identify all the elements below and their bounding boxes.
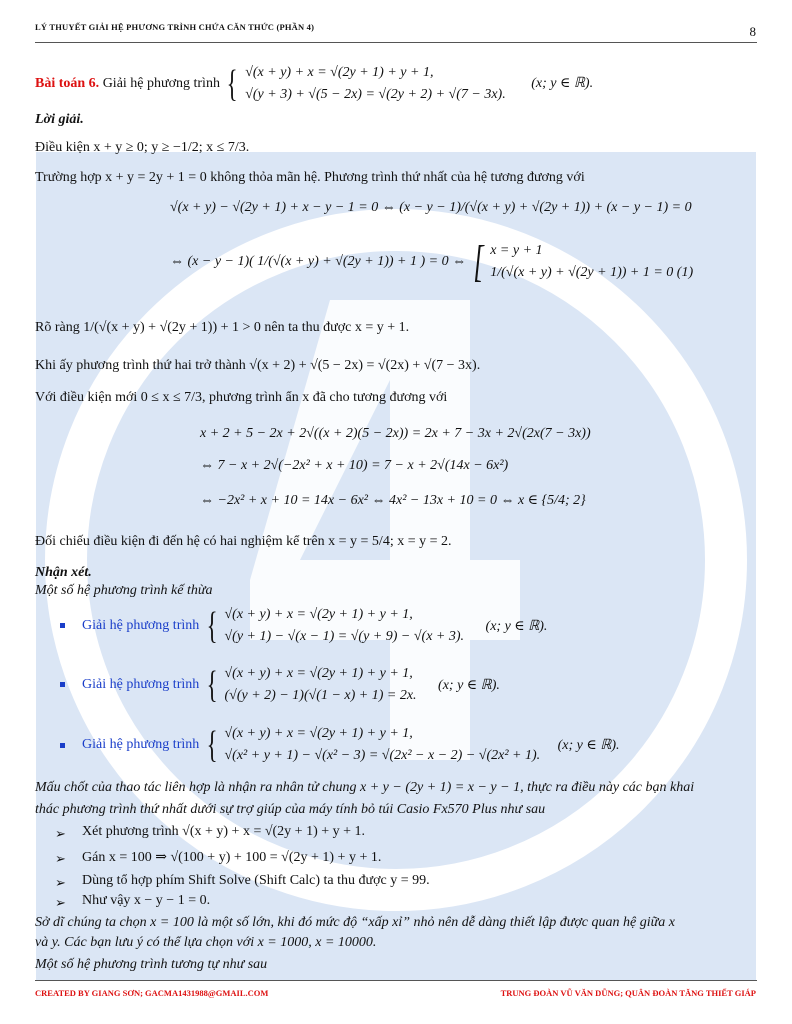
footer-right: TRUNG ĐOÀN VŨ VĂN DŨNG; QUÂN ĐOÀN TĂNG THIẾT GIÁP: [500, 988, 756, 998]
remark-item-label: Giải hệ phương trình: [82, 737, 200, 752]
header-rule: [35, 42, 757, 43]
remark-item-label: Giải hệ phương trình: [82, 618, 200, 633]
remark-item-eq2: √(x² + y + 1) − √(x² − 3) = √(2x² − x − 2) − √(2x² + 1).: [224, 748, 541, 763]
clear-line: Rõ ràng 1/(√(x + y) + √(2y + 1)) + 1 > 0 nên ta thu được x = y + 1.: [35, 320, 410, 335]
equation-b: [170, 237, 694, 286]
equation-b1: ⇔ (x − y − 1)( 1/(√(x + y) + √(2y + 1)) + 1 ) = 0 ⇔: [170, 254, 467, 269]
equation-c1: x + 2 + 5 − 2x + 2√((x + 2)(5 − 2x)) = 2x + 7 − 3x + 2√(2x(7 − 3x)): [200, 426, 591, 441]
more-line: Một số hệ phương trình tương tự như sau: [35, 957, 268, 972]
remark-heading: Nhận xét.: [35, 565, 92, 580]
step-1: Xét phương trình √(x + y) + x = √(2y + 1) + y + 1.: [82, 824, 366, 839]
remark-item-1: [82, 604, 547, 648]
second-eq-line: Khi ấy phương trình thứ hai trở thành √(x + 2) + √(5 − 2x) = √(2x) + √(7 − 3x).: [35, 358, 481, 373]
reason-line-1: Sở dĩ chúng ta chọn x = 100 là một số lớn, khi đó mức độ “xấp xỉ” nhỏ nên dễ dàng thiết lập được quan hệ giữa x: [35, 915, 675, 930]
step-2: Gán x = 100 ⇒ √(100 + y) + 100 = √(2y + 1) + y + 1.: [82, 850, 382, 865]
remark-item-domain: (x; y ∈ ℝ).: [557, 737, 620, 753]
bullet-icon: [60, 743, 65, 748]
page-number: 8: [749, 24, 756, 39]
remark-item-eq2: √(y + 1) − √(x − 1) = √(y + 9) − √(x + 3).: [224, 629, 465, 644]
remark-item-system: [225, 723, 541, 767]
problem-statement: [35, 62, 593, 106]
remark-item-domain: (x; y ∈ ℝ).: [485, 618, 548, 634]
remark-sub: Một số hệ phương trình kế thừa: [35, 583, 213, 598]
arrow-bullet-icon: ➢: [55, 851, 66, 866]
system-brace: {: [206, 724, 218, 766]
problem-label: Bài toán 6.: [35, 76, 100, 92]
equation-c3: ⇔ −2x² + x + 10 = 14x − 6x² ⇔ 4x² − 13x + 10 = 0 ⇔ x ∈ {5/4; 2}: [200, 493, 586, 508]
footer-left: CREATED BY GIANG SƠN; GACMA1431988@GMAIL.COM: [35, 988, 269, 998]
equation-b2: x = y + 1: [490, 243, 543, 258]
remark-item-eq1: √(x + y) + x = √(2y + 1) + y + 1,: [224, 666, 413, 681]
remark-item-system: [225, 663, 417, 707]
remark-item-label: Giải hệ phương trình: [82, 677, 200, 692]
solution-heading: Lời giải.: [35, 112, 84, 127]
key-line-2: thác phương trình thứ nhất dưới sự trợ giúp của máy tính bỏ túi Casio Fx570 Plus như sau: [35, 802, 546, 817]
bullet-icon: [60, 682, 65, 687]
problem-system: [245, 62, 506, 106]
remark-item-eq1: √(x + y) + x = √(2y + 1) + y + 1,: [224, 726, 413, 741]
arrow-bullet-icon: ➢: [55, 826, 66, 841]
problem-domain: (x; y ∈ ℝ).: [531, 76, 594, 92]
new-condition-line: Với điều kiện mới 0 ≤ x ≤ 7/3, phương trình ẩn x đã cho tương đương với: [35, 390, 448, 405]
equation-c2: ⇔ 7 − x + 2√(−2x² + x + 10) = 7 − x + 2√(14x − 6x²): [200, 458, 509, 473]
problem-eq2: √(y + 3) + √(5 − 2x) = √(2y + 2) + √(7 − 3x).: [245, 87, 506, 102]
key-line-1: Mấu chốt của thao tác liên hợp là nhận ra nhân tử chung x + y − (2y + 1) = x − y − 1, thực ra điều này các bạn khai: [35, 780, 695, 795]
remark-item-eq2: (√(y + 2) − 1)(√(1 − x) + 1) = 2x.: [224, 688, 417, 703]
bullet-icon: [60, 623, 65, 628]
case-line: Trường hợp x + y = 2y + 1 = 0 không thỏa mãn hệ. Phương trình thứ nhất của hệ tương đương với: [35, 170, 585, 185]
equation-a: √(x + y) − √(2y + 1) + x − y − 1 = 0 ⇔ (x − y − 1)/(√(x + y) + √(2y + 1)) + (x − y − 1) = 0: [170, 200, 692, 215]
problem-eq1: √(x + y) + x = √(2y + 1) + y + 1,: [245, 65, 434, 80]
footer-rule: [35, 980, 757, 981]
problem-text: Giải hệ phương trình: [102, 76, 220, 92]
remark-item-domain: (x; y ∈ ℝ).: [438, 677, 500, 693]
step-3: Dùng tổ hợp phím Shift Solve (Shift Calc) ta thu được y = 99.: [82, 873, 430, 888]
remark-item-eq1: √(x + y) + x = √(2y + 1) + y + 1,: [224, 607, 413, 622]
equation-b-cases: [490, 240, 693, 284]
remark-item-3: [82, 723, 620, 767]
reason-line-2: và y. Các bạn lưu ý có thể lựa chọn với x = 1000, x = 10000.: [35, 935, 377, 950]
step-4: Như vậy x − y − 1 = 0.: [82, 893, 211, 908]
header-title: LÝ THUYẾT GIẢI HỆ PHƯƠNG TRÌNH CHỨA CĂN THỨC (PHẦN 4): [35, 22, 315, 32]
condition-line: Điều kiện x + y ≥ 0; y ≥ −1/2; x ≤ 7/3.: [35, 140, 250, 155]
remark-item-system: [225, 604, 465, 648]
conclusion-line: Đối chiếu điều kiện đi đến hệ có hai nghiệm kể trên x = y = 5/4; x = y = 2.: [35, 534, 452, 549]
system-brace: {: [206, 605, 218, 647]
case-bracket: [: [473, 237, 484, 286]
system-brace: {: [227, 63, 239, 105]
equation-b3: 1/(√(x + y) + √(2y + 1)) + 1 = 0 (1): [490, 265, 694, 280]
system-brace: {: [206, 664, 218, 706]
remark-item-2: [82, 663, 500, 707]
arrow-bullet-icon: ➢: [55, 875, 66, 890]
arrow-bullet-icon: ➢: [55, 895, 66, 910]
